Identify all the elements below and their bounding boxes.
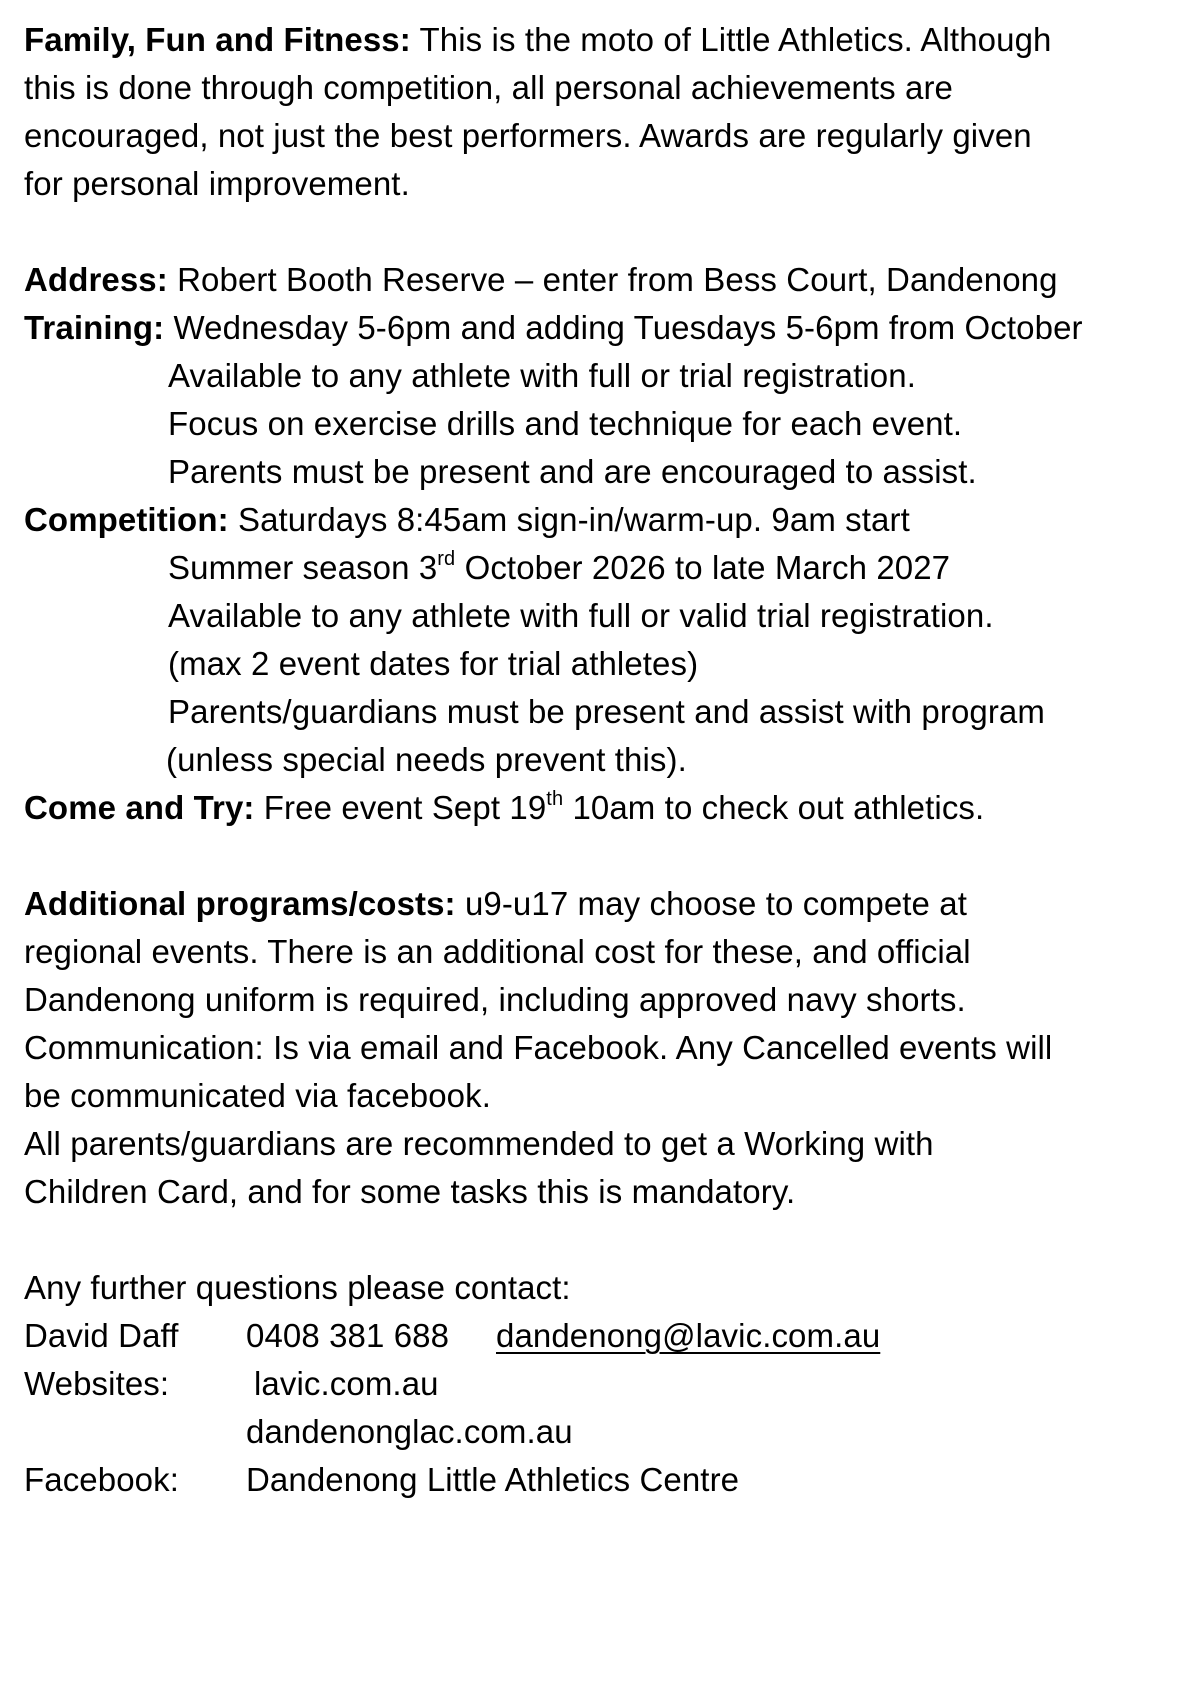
intro-heading: Family, Fun and Fitness: bbox=[24, 21, 411, 58]
facebook-label: Facebook: bbox=[24, 1461, 179, 1498]
communication-line: Communication: Is via email and Facebook. Any Cancelled events will bbox=[24, 1029, 1053, 1066]
training-detail: Parents must be present and are encouraged to assist. bbox=[168, 453, 977, 490]
intro-line-4: for personal improvement. bbox=[24, 165, 410, 202]
training-line bbox=[24, 308, 1083, 348]
competition-detail: (max 2 event dates for trial athletes) bbox=[168, 645, 699, 682]
website-link-lavic[interactable]: lavic.com.au bbox=[254, 1365, 439, 1402]
website-link-dandenonglac[interactable]: dandenonglac.com.au bbox=[246, 1413, 573, 1450]
come-and-try-suffix: 10am to check out athletics. bbox=[572, 789, 985, 826]
facebook-page-name[interactable]: Dandenong Little Athletics Centre bbox=[246, 1461, 740, 1498]
competition-detail: Available to any athlete with full or valid trial registration. bbox=[168, 597, 994, 634]
training-label: Training: bbox=[24, 309, 165, 346]
address-text: Robert Booth Reserve – enter from Bess Court, Dandenong bbox=[177, 261, 1058, 298]
intro-text: This is the moto of Little Athletics. Although bbox=[419, 21, 1052, 58]
training-text: Wednesday 5-6pm and adding Tuesdays 5-6pm from October bbox=[173, 309, 1083, 346]
additional-first-line: u9-u17 may choose to compete at bbox=[464, 885, 968, 922]
come-and-try-label: Come and Try: bbox=[24, 789, 255, 826]
contact-phone[interactable]: 0408 381 688 bbox=[246, 1317, 450, 1354]
training-detail: Focus on exercise drills and technique for each event. bbox=[168, 405, 963, 442]
training-detail: Available to any athlete with full or trial registration. bbox=[168, 357, 916, 394]
competition-detail: Parents/guardians must be present and assist with program bbox=[168, 693, 1045, 730]
contact-intro: Any further questions please contact: bbox=[24, 1269, 571, 1306]
competition-line bbox=[24, 500, 910, 540]
come-and-try-sup: th bbox=[546, 788, 564, 810]
season-sup: rd bbox=[437, 548, 456, 570]
competition-label: Competition: bbox=[24, 501, 229, 538]
additional-line: regional events. There is an additional cost for these, and official bbox=[24, 933, 971, 970]
come-and-try-line bbox=[24, 788, 984, 828]
competition-detail: (unless special needs prevent this). bbox=[166, 741, 687, 778]
season-suffix: October 2026 to late March 2027 bbox=[464, 549, 951, 586]
intro-line-2: this is done through competition, all personal achievements are bbox=[24, 69, 953, 106]
season-prefix: Summer season 3 bbox=[168, 549, 438, 586]
intro-line-3: encouraged, not just the best performers. Awards are regularly given bbox=[24, 117, 1032, 154]
competition-season bbox=[168, 548, 950, 588]
intro-line-1 bbox=[24, 20, 1051, 60]
contact-name: David Daff bbox=[24, 1317, 179, 1354]
come-and-try-prefix: Free event Sept 19 bbox=[263, 789, 547, 826]
wwcc-line: All parents/guardians are recommended to get a Working with bbox=[24, 1125, 934, 1162]
contact-email-link[interactable]: dandenong@lavic.com.au bbox=[496, 1317, 881, 1354]
wwcc-line: Children Card, and for some tasks this is mandatory. bbox=[24, 1173, 796, 1210]
competition-text: Saturdays 8:45am sign-in/warm-up. 9am start bbox=[237, 501, 910, 538]
websites-label: Websites: bbox=[24, 1365, 170, 1402]
communication-line: be communicated via facebook. bbox=[24, 1077, 491, 1114]
additional-label: Additional programs/costs: bbox=[24, 885, 456, 922]
additional-line-1 bbox=[24, 884, 967, 924]
address-label: Address: bbox=[24, 261, 168, 298]
additional-line: Dandenong uniform is required, including approved navy shorts. bbox=[24, 981, 966, 1018]
address-line bbox=[24, 260, 1058, 300]
